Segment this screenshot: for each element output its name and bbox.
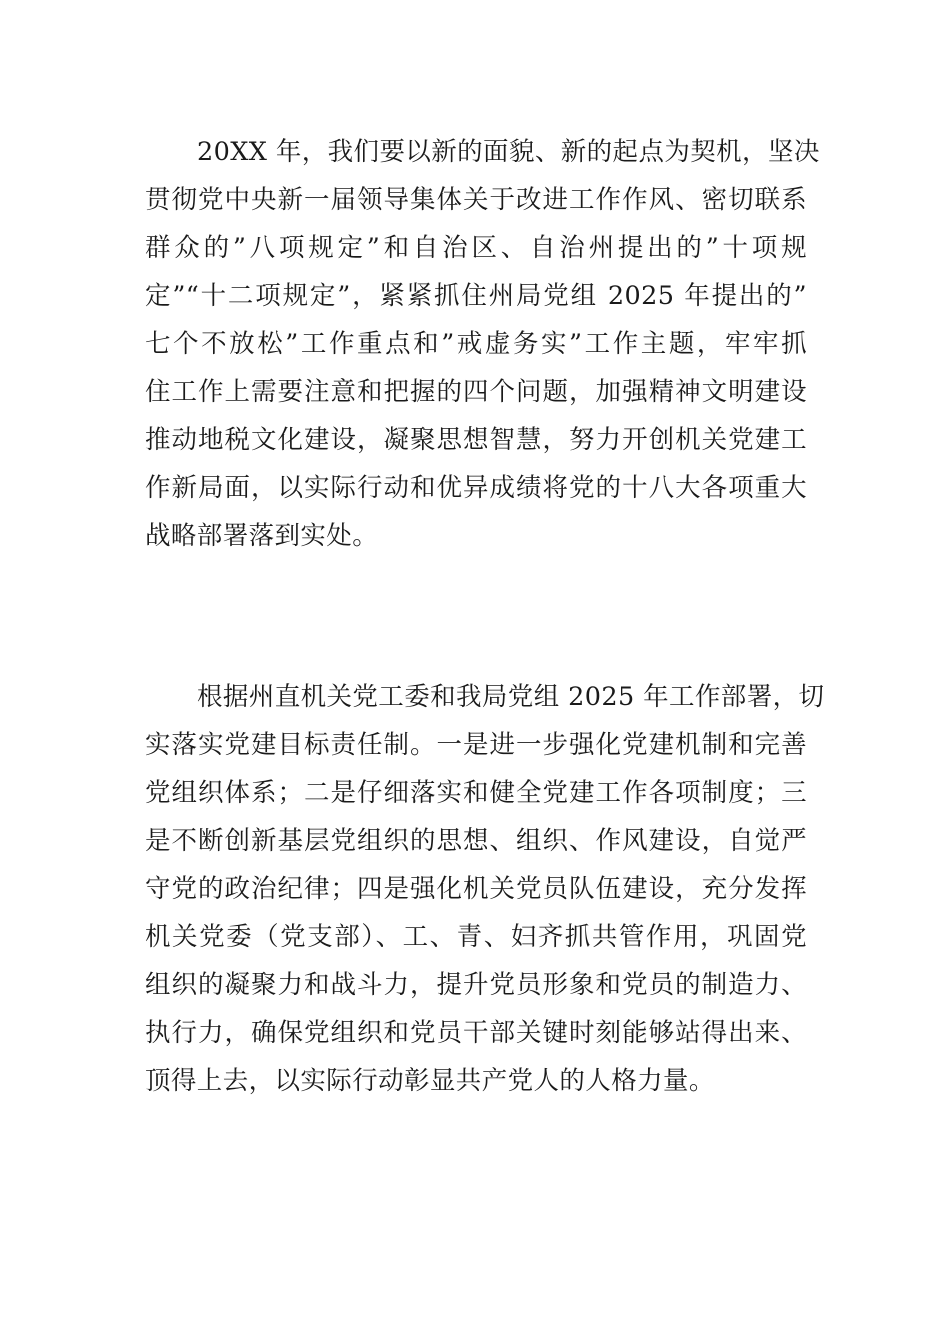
paragraph-line: 20XX 年，我们要以新的面貌、新的起点为契机，坚决: [197, 137, 820, 167]
paragraph-line: 顶得上去，以实际行动彰显共产党人的人格力量。: [145, 1066, 715, 1096]
paragraph-line: 贯彻党中央新一届领导集体关于改进工作作风、密切联系: [145, 185, 807, 215]
paragraph-line: 根据州直机关党工委和我局党组 2025 年工作部署，切: [197, 682, 825, 712]
paragraph-line: 战略部署落到实处。: [145, 521, 379, 551]
paragraph-line: 实落实党建目标责任制。一是进一步强化党建机制和完善: [145, 730, 807, 760]
paragraph-line: 机关党委（党支部）、工、青、妇齐抓共管作用，巩固党: [145, 922, 807, 952]
paragraph-line: 执行力，确保党组织和党员干部关键时刻能够站得出来、: [145, 1018, 807, 1048]
paragraph-line: 党组织体系；二是仔细落实和健全党建工作各项制度；三: [145, 778, 807, 808]
paragraph-line: 住工作上需要注意和把握的四个问题，加强精神文明建设: [145, 377, 807, 407]
paragraph-line: 组织的凝聚力和战斗力，提升党员形象和党员的制造力、: [145, 970, 807, 1000]
paragraph-line: 作新局面，以实际行动和优异成绩将党的十八大各项重大: [145, 473, 807, 503]
paragraph-line: 群众的”八项规定”和自治区、自治州提出的”十项规: [145, 233, 807, 263]
paragraph-1: [145, 132, 820, 564]
paragraph-line: 推动地税文化建设，凝聚思想智慧，努力开创机关党建工: [145, 425, 807, 455]
paragraph-line: 七个不放松”工作重点和”戒虚务实”工作主题，牢牢抓: [145, 329, 807, 359]
paragraph-2: [145, 677, 825, 1109]
paragraph-line: 定”“十二项规定”，紧紧抓住州局党组 2025 年提出的”: [145, 281, 807, 311]
paragraph-line: 守党的政治纪律；四是强化机关党员队伍建设，充分发挥: [145, 874, 807, 904]
paragraph-line: 是不断创新基层党组织的思想、组织、作风建设，自觉严: [145, 826, 807, 856]
